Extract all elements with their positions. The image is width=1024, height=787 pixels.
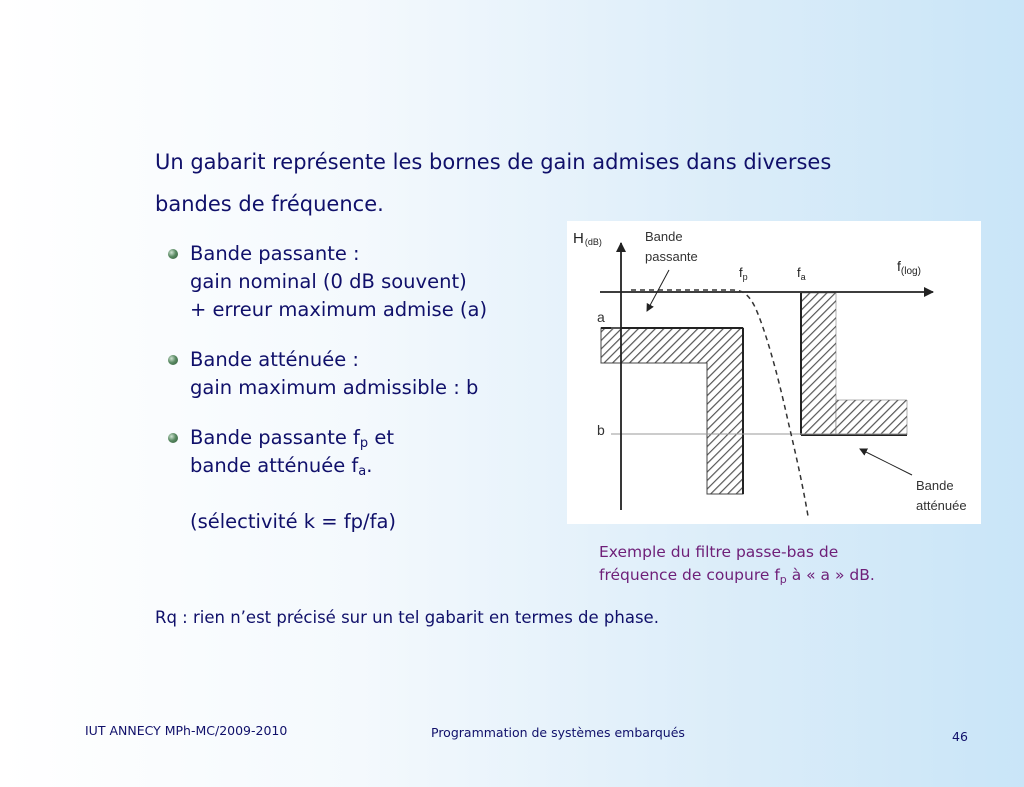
- x-axis-label: $f_{(log)}$: [897, 258, 921, 277]
- stopband-label-line-2: atténuée: [916, 498, 967, 513]
- intro-line-2: bandes de fréquence.: [155, 192, 384, 216]
- bullet-stopband: [168, 346, 568, 402]
- bullet-dot-icon: [168, 355, 178, 365]
- filter-template-diagram: [567, 221, 981, 524]
- bullet-text: Bande atténuée :: [190, 348, 359, 371]
- stopband-forbidden-zone-horizontal: [836, 400, 907, 435]
- bullet-frequencies: [168, 424, 568, 536]
- diagram-svg: [567, 221, 981, 524]
- bullet-text: + erreur maximum admise (a): [190, 298, 488, 321]
- y-axis-label: H(dB): [573, 230, 602, 247]
- selectivity-text: (sélectivité k = fp/fa): [190, 510, 397, 533]
- fp-label: $f_p$: [739, 265, 748, 282]
- passband-label-line-2: passante: [645, 249, 698, 264]
- level-b-label: b: [597, 422, 605, 438]
- fa-label: $f_a$: [797, 265, 806, 282]
- bullet-dot-icon: [168, 249, 178, 259]
- footer-institution: IUT ANNECY MPh-MC/2009-2010: [85, 723, 288, 738]
- bullet-list: [168, 240, 568, 558]
- intro-line-1: Un gabarit représente les bornes de gain admises dans diverses: [155, 150, 832, 174]
- bullet-text: gain nominal (0 dB souvent): [190, 270, 467, 293]
- footer-course-title: Programmation de systèmes embarqués: [431, 725, 685, 740]
- passband-forbidden-zone: [601, 328, 743, 494]
- stopband-pointer-arrow: [860, 449, 912, 475]
- figure-caption: [599, 541, 979, 587]
- bullet-text: Bande passante $f_p$ et: [190, 426, 395, 451]
- stopband-label-line-1: Bande: [916, 478, 954, 493]
- bullet-text: bande atténuée $f_a$.: [190, 454, 373, 479]
- caption-line-2: fréquence de coupure $f_p$ à « a » dB.: [599, 566, 875, 586]
- page-number: 46: [952, 729, 968, 744]
- bullet-dot-icon: [168, 433, 178, 443]
- remark-text: Rq : rien n’est précisé sur un tel gabarit en termes de phase.: [155, 608, 659, 627]
- bullet-passband: [168, 240, 568, 324]
- intro-text: [155, 141, 945, 225]
- stopband-forbidden-zone-vertical: [801, 293, 836, 435]
- passband-label-line-1: Bande: [645, 229, 683, 244]
- bullet-text: Bande passante :: [190, 242, 360, 265]
- level-a-label: a: [597, 309, 605, 325]
- bullet-text: gain maximum admissible : b: [190, 376, 479, 399]
- caption-line-1: Exemple du filtre passe-bas de: [599, 543, 839, 561]
